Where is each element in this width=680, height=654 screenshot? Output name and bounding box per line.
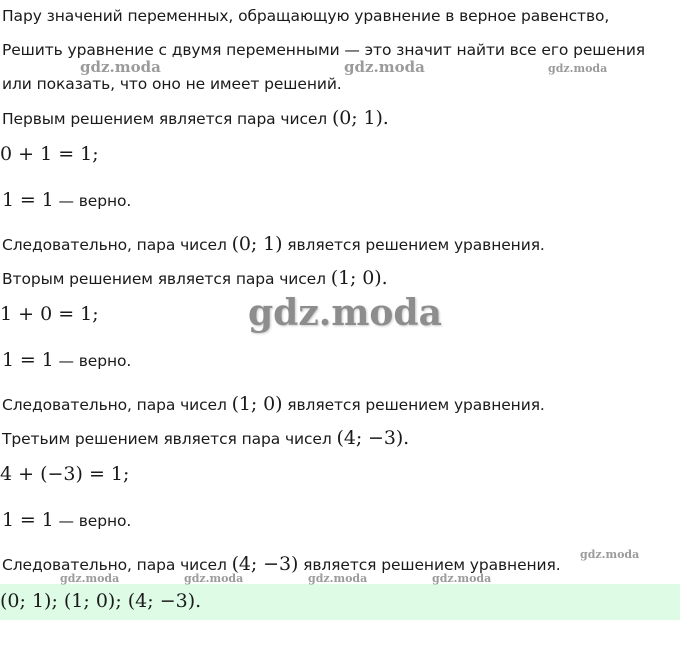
conclusion-line-1 bbox=[2, 234, 545, 255]
watermark: gdz.moda bbox=[548, 62, 608, 75]
watermark: gdz.moda bbox=[80, 58, 161, 76]
second-solution-text: Вторым решением является пара чисел bbox=[2, 270, 331, 288]
conclusion-pair-1: (0; 1) bbox=[231, 233, 283, 255]
third-solution-text: Третьим решением является пара чисел bbox=[2, 430, 337, 448]
check-line-3 bbox=[2, 510, 131, 531]
watermark: gdz.moda bbox=[344, 58, 425, 76]
watermark: gdz.moda bbox=[184, 572, 244, 585]
conclusion-prefix-3: Следовательно, пара чисел bbox=[2, 556, 232, 574]
first-solution-text: Первым решением является пара чисел bbox=[2, 110, 332, 128]
conclusion-prefix-2: Следовательно, пара чисел bbox=[2, 396, 232, 414]
first-solution-pair: (0; 1). bbox=[331, 107, 389, 129]
conclusion-suffix-2: является решением уравнения. bbox=[282, 396, 545, 414]
conclusion-pair-3: (4; −3) bbox=[231, 553, 299, 575]
first-solution-line bbox=[2, 108, 389, 129]
watermark: gdz.moda bbox=[308, 572, 368, 585]
third-solution-line bbox=[2, 428, 409, 449]
check-verdict-2: — верно. bbox=[53, 352, 132, 370]
formula-1: 0 + 1 = 1; bbox=[0, 143, 99, 165]
check-verdict-1: — верно. bbox=[53, 192, 132, 210]
check-line-2 bbox=[2, 350, 131, 371]
second-solution-pair: (1; 0). bbox=[330, 267, 388, 289]
conclusion-suffix-1: является решением уравнения. bbox=[282, 236, 545, 254]
check-line-1 bbox=[2, 190, 131, 211]
text-line-3: или показать, что оно не имеет решений. bbox=[2, 75, 342, 93]
text-line-1: Пару значений переменных, обращающую уравнение в верное равенство, bbox=[2, 7, 610, 25]
second-solution-line bbox=[2, 268, 388, 289]
conclusion-line-2 bbox=[2, 394, 545, 415]
conclusion-suffix-3: является решением уравнения. bbox=[298, 556, 561, 574]
watermark-large: gdz.moda bbox=[248, 292, 442, 334]
watermark: gdz.moda bbox=[580, 548, 640, 561]
watermark: gdz.moda bbox=[432, 572, 492, 585]
check-equation-1: 1 = 1 bbox=[2, 189, 54, 211]
conclusion-pair-2: (1; 0) bbox=[231, 393, 283, 415]
watermark: gdz.moda bbox=[60, 572, 120, 585]
formula-3: 4 + (−3) = 1; bbox=[0, 463, 130, 485]
answer-text: (0; 1); (1; 0); (4; −3). bbox=[0, 590, 202, 612]
check-equation-3: 1 = 1 bbox=[2, 509, 54, 531]
formula-2: 1 + 0 = 1; bbox=[0, 303, 99, 325]
check-equation-2: 1 = 1 bbox=[2, 349, 54, 371]
conclusion-prefix-1: Следовательно, пара чисел bbox=[2, 236, 232, 254]
third-solution-pair: (4; −3). bbox=[336, 427, 410, 449]
text-line-2: Решить уравнение с двумя переменными — это значит найти все его решения bbox=[2, 41, 646, 59]
check-verdict-3: — верно. bbox=[53, 512, 132, 530]
